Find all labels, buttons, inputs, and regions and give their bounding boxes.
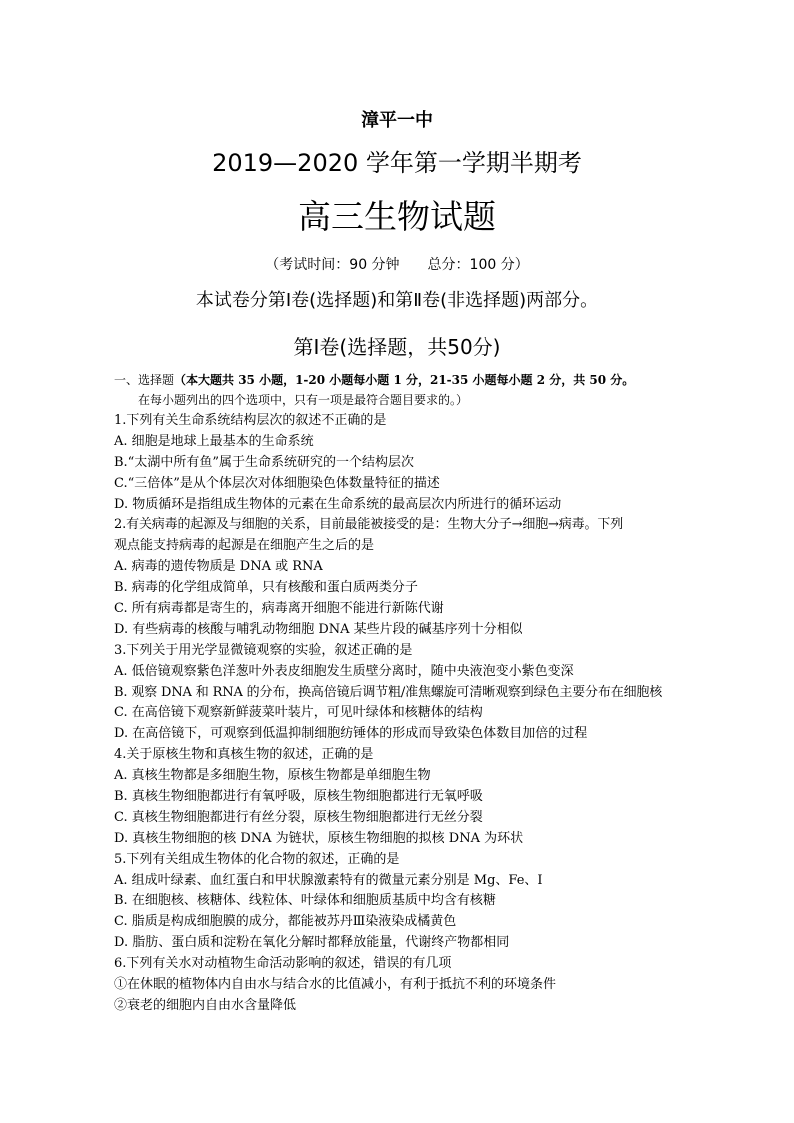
option-line: A. 组成叶绿素、血红蛋白和甲状腺激素特有的微量元素分别是 Mg、Fe、I — [114, 872, 543, 888]
option-line: B. 病毒的化学组成简单，只有核酸和蛋白质两类分子 — [114, 580, 418, 596]
statement-line: ②衰老的细胞内自由水含量降低 — [114, 997, 297, 1013]
option-line: A. 真核生物都是多细胞生物，原核生物都是单细胞生物 — [114, 768, 431, 784]
question-line: 3.下列关于用光学显微镜观察的实验，叙述正确的是 — [114, 642, 413, 658]
option-line: B. 在细胞核、核糖体、线粒体、叶绿体和细胞质基质中均含有核糖 — [114, 893, 496, 909]
question-line: 5.下列有关组成生物体的化合物的叙述，正确的是 — [114, 851, 400, 867]
question-line: 2.有关病毒的起源及与细胞的关系，目前最能被接受的是：生物大分子→细胞→病毒。下列 — [114, 517, 624, 533]
exam-info — [0, 254, 794, 274]
option-line: D. 有些病毒的核酸与哺乳动物细胞 DNA 某些片段的碱基序列十分相似 — [114, 621, 523, 637]
question-line: 4.关于原核生物和真核生物的叙述，正确的是 — [114, 747, 374, 763]
option-line: C. 脂质是构成细胞膜的成分，都能被苏丹Ⅲ染液染成橘黄色 — [114, 914, 457, 930]
option-line: B. 真核生物细胞都进行有氧呼吸，原核生物细胞都进行无氧呼吸 — [114, 789, 483, 805]
question-line: 1.下列有关生命系统结构层次的叙述不正确的是 — [114, 413, 387, 428]
exam-time: （考试时间：90 分钟 — [265, 257, 400, 273]
question-list — [114, 411, 694, 1017]
option-line: D. 脂肪、蛋白质和淀粉在氧化分解时都释放能量，代谢终产物都相同 — [114, 935, 510, 951]
option-line: C.“三倍体”是从个体层次对体细胞染色体数量特征的描述 — [114, 475, 440, 491]
term-title: 2019—2020 学年第一学期半期考 — [212, 149, 582, 177]
option-line: D. 在高倍镜下，可观察到低温抑制细胞纺锤体的形成而导致染色体数目加倍的过程 — [114, 726, 588, 742]
section-label: 一、选择题 — [114, 373, 175, 387]
option-line: A. 细胞是地球上最基本的生命系统 — [114, 433, 314, 449]
subject-title: 高三生物试题 — [298, 197, 496, 236]
option-line: C. 在高倍镜下观察新鲜菠菜叶装片，可见叶绿体和核糖体的结构 — [114, 705, 483, 721]
section-heading — [114, 370, 634, 391]
statement-line: ①在休眠的植物体内自由水与结合水的比值减小，有利于抵抗不利的环境条件 — [114, 977, 557, 993]
option-line: C. 所有病毒都是寄生的，病毒离开细胞不能进行新陈代谢 — [114, 601, 444, 617]
question-line: 6.下列有关水对动植物生命活动影响的叙述，错误的有几项 — [114, 956, 452, 972]
option-line: C. 真核生物细胞都进行有丝分裂，原核生物细胞都进行无丝分裂 — [114, 809, 483, 825]
option-line: D. 物质循环是指组成生物体的元素在生命系统的最高层次内所进行的循环运动 — [114, 496, 562, 512]
part1-title: 第Ⅰ卷(选择题，共50分) — [293, 335, 501, 359]
option-line: A. 低倍镜观察紫色洋葱叶外表皮细胞发生质壁分离时，随中央液泡变小紫色变深 — [114, 663, 574, 679]
option-line: D. 真核生物细胞的核 DNA 为链状，原核生物细胞的拟核 DNA 为环状 — [114, 830, 524, 846]
paper-intro: 本试卷分第Ⅰ卷(选择题)和第Ⅱ卷(非选择题)两部分。 — [195, 290, 599, 311]
option-line: B. 观察 DNA 和 RNA 的分布，换高倍镜后调节粗/准焦螺旋可清晰观察到绿色主要分布在细胞核 — [114, 684, 663, 700]
section-subheading: 在每小题列出的四个选项中，只有一项是最符合题目要求的。） — [138, 393, 469, 407]
option-line: A. 病毒的遗传物质是 DNA 或 RNA — [114, 559, 323, 575]
question-line: 观点能支持病毒的起源是在细胞产生之后的是 — [114, 538, 375, 554]
school-name: 漳平一中 — [361, 110, 433, 131]
total-score: 总分：100 分） — [427, 257, 529, 273]
option-line: B.“太湖中所有鱼”属于生命系统研究的一个结构层次 — [114, 454, 414, 470]
section-desc: （本大题共 35 小题，1-20 小题每小题 1 分，21-35 小题每小题 2 分，共 50 分。 — [174, 373, 635, 387]
